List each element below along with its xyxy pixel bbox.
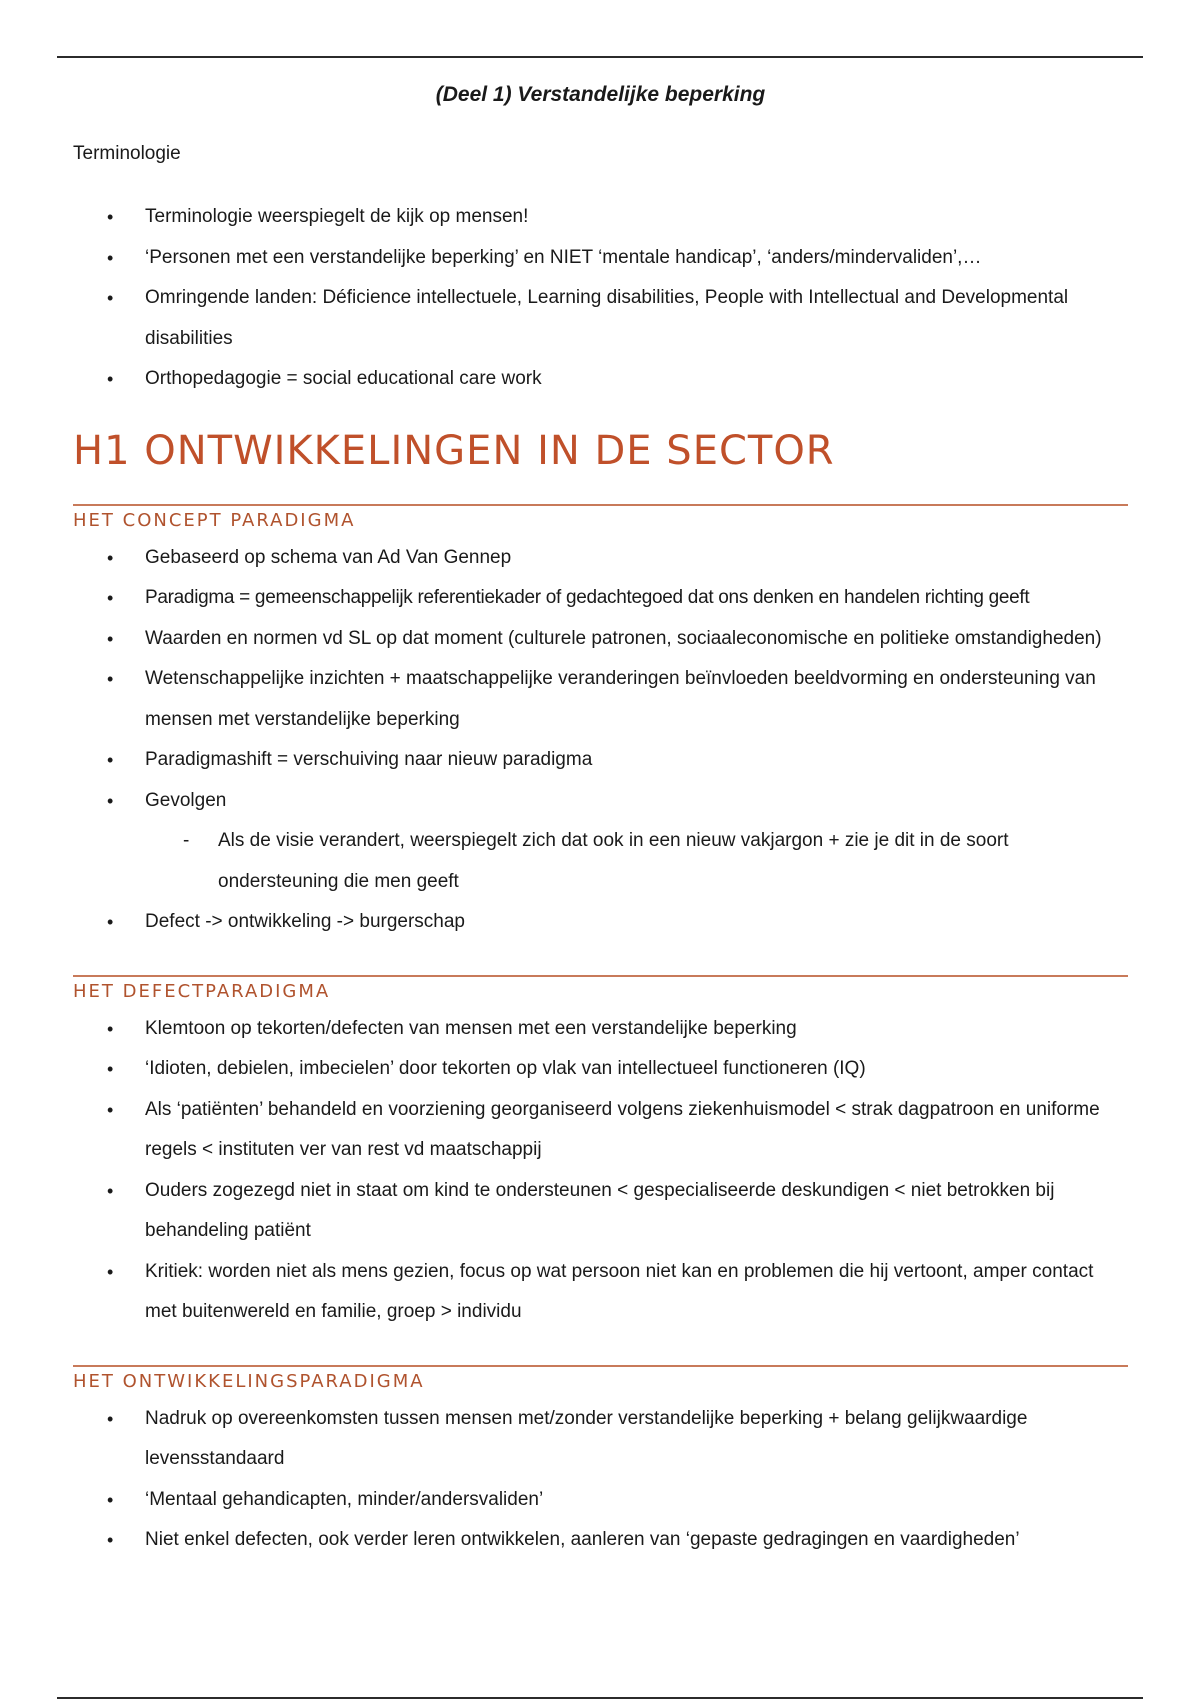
- section-list: [73, 538, 1128, 943]
- document-body: [73, 80, 1128, 1561]
- list-item: • Gebaseerd op schema van Ad Van Gennep: [73, 538, 1128, 579]
- chapter-title: H1 ONTWIKKELINGEN IN DE SECTOR: [73, 427, 835, 474]
- section-defectparadigma: [73, 975, 1128, 1333]
- list-item: • Terminologie weerspiegelt de kijk op mensen!: [73, 197, 1128, 238]
- list-item: • Als ‘patiënten’ behandeld en voorziening georganiseerd volgens ziekenhuismodel < strak dagpatroon en uniforme regels < instituten ver van rest vd maatschappij: [73, 1090, 1128, 1171]
- section-heading: HET DEFECTPARADIGMA: [73, 975, 1128, 1009]
- page-top-rule: [57, 56, 1143, 58]
- document-title: (Deel 1) Verstandelijke beperking: [435, 83, 766, 106]
- list-item: • Niet enkel defecten, ook verder leren ontwikkelen, aanleren van ‘gepaste gedragingen en vaardigheden’: [73, 1520, 1128, 1561]
- list-item: • Nadruk op overeenkomsten tussen mensen met/zonder verstandelijke beperking + belang gelijkwaardige levensstandaard: [73, 1399, 1128, 1480]
- section-ontwikkelingsparadigma: [73, 1365, 1128, 1561]
- intro-list: [73, 197, 1128, 400]
- list-item: • Kritiek: worden niet als mens gezien, focus op wat persoon niet kan en problemen die hij vertoont, amper contact met buitenwereld en familie, groep > individu: [73, 1252, 1128, 1333]
- intro-label: Terminologie: [73, 143, 181, 164]
- section-list: [73, 1009, 1128, 1333]
- list-item: • Orthopedagogie = social educational care work: [73, 359, 1128, 400]
- list-item: • Klemtoon op tekorten/defecten van mensen met een verstandelijke beperking: [73, 1009, 1128, 1050]
- sub-list-item: - Als de visie verandert, weerspiegelt zich dat ook in een nieuw vakjargon + zie je dit in de soort ondersteuning die men geeft: [73, 821, 1128, 902]
- section-list: [73, 1399, 1128, 1561]
- list-item: • Paradigma = gemeenschappelijk referentiekader of gedachtegoed dat ons denken en handelen richting geeft: [73, 578, 1128, 619]
- list-item: • ‘Mentaal gehandicapten, minder/andersvaliden’: [73, 1480, 1128, 1521]
- page-bottom-rule: [57, 1697, 1143, 1699]
- list-item: • Waarden en normen vd SL op dat moment (culturele patronen, sociaaleconomische en politieke omstandigheden): [73, 619, 1128, 660]
- list-item: • ‘Personen met een verstandelijke beperking’ en NIET ‘mentale handicap’, ‘anders/mindervaliden’,…: [73, 238, 1128, 279]
- list-item: • Defect -> ontwikkeling -> burgerschap: [73, 902, 1128, 943]
- section-heading: HET CONCEPT PARADIGMA: [73, 504, 1128, 538]
- list-item: • Gevolgen: [73, 781, 1128, 822]
- section-heading: HET ONTWIKKELINGSPARADIGMA: [73, 1365, 1128, 1399]
- list-item: • Paradigmashift = verschuiving naar nieuw paradigma: [73, 740, 1128, 781]
- list-item: • Omringende landen: Déficience intellectuele, Learning disabilities, People with Intellectual and Developmental disabilities: [73, 278, 1128, 359]
- list-item: • ‘Idioten, debielen, imbecielen’ door tekorten op vlak van intellectueel functioneren (IQ): [73, 1049, 1128, 1090]
- list-item: • Wetenschappelijke inzichten + maatschappelijke veranderingen beïnvloeden beeldvorming en ondersteuning van mensen met verstandelijke beperking: [73, 659, 1128, 740]
- section-concept-paradigma: [73, 504, 1128, 943]
- list-item: • Ouders zogezegd niet in staat om kind te ondersteunen < gespecialiseerde deskundigen < niet betrokken bij behandeling patiënt: [73, 1171, 1128, 1252]
